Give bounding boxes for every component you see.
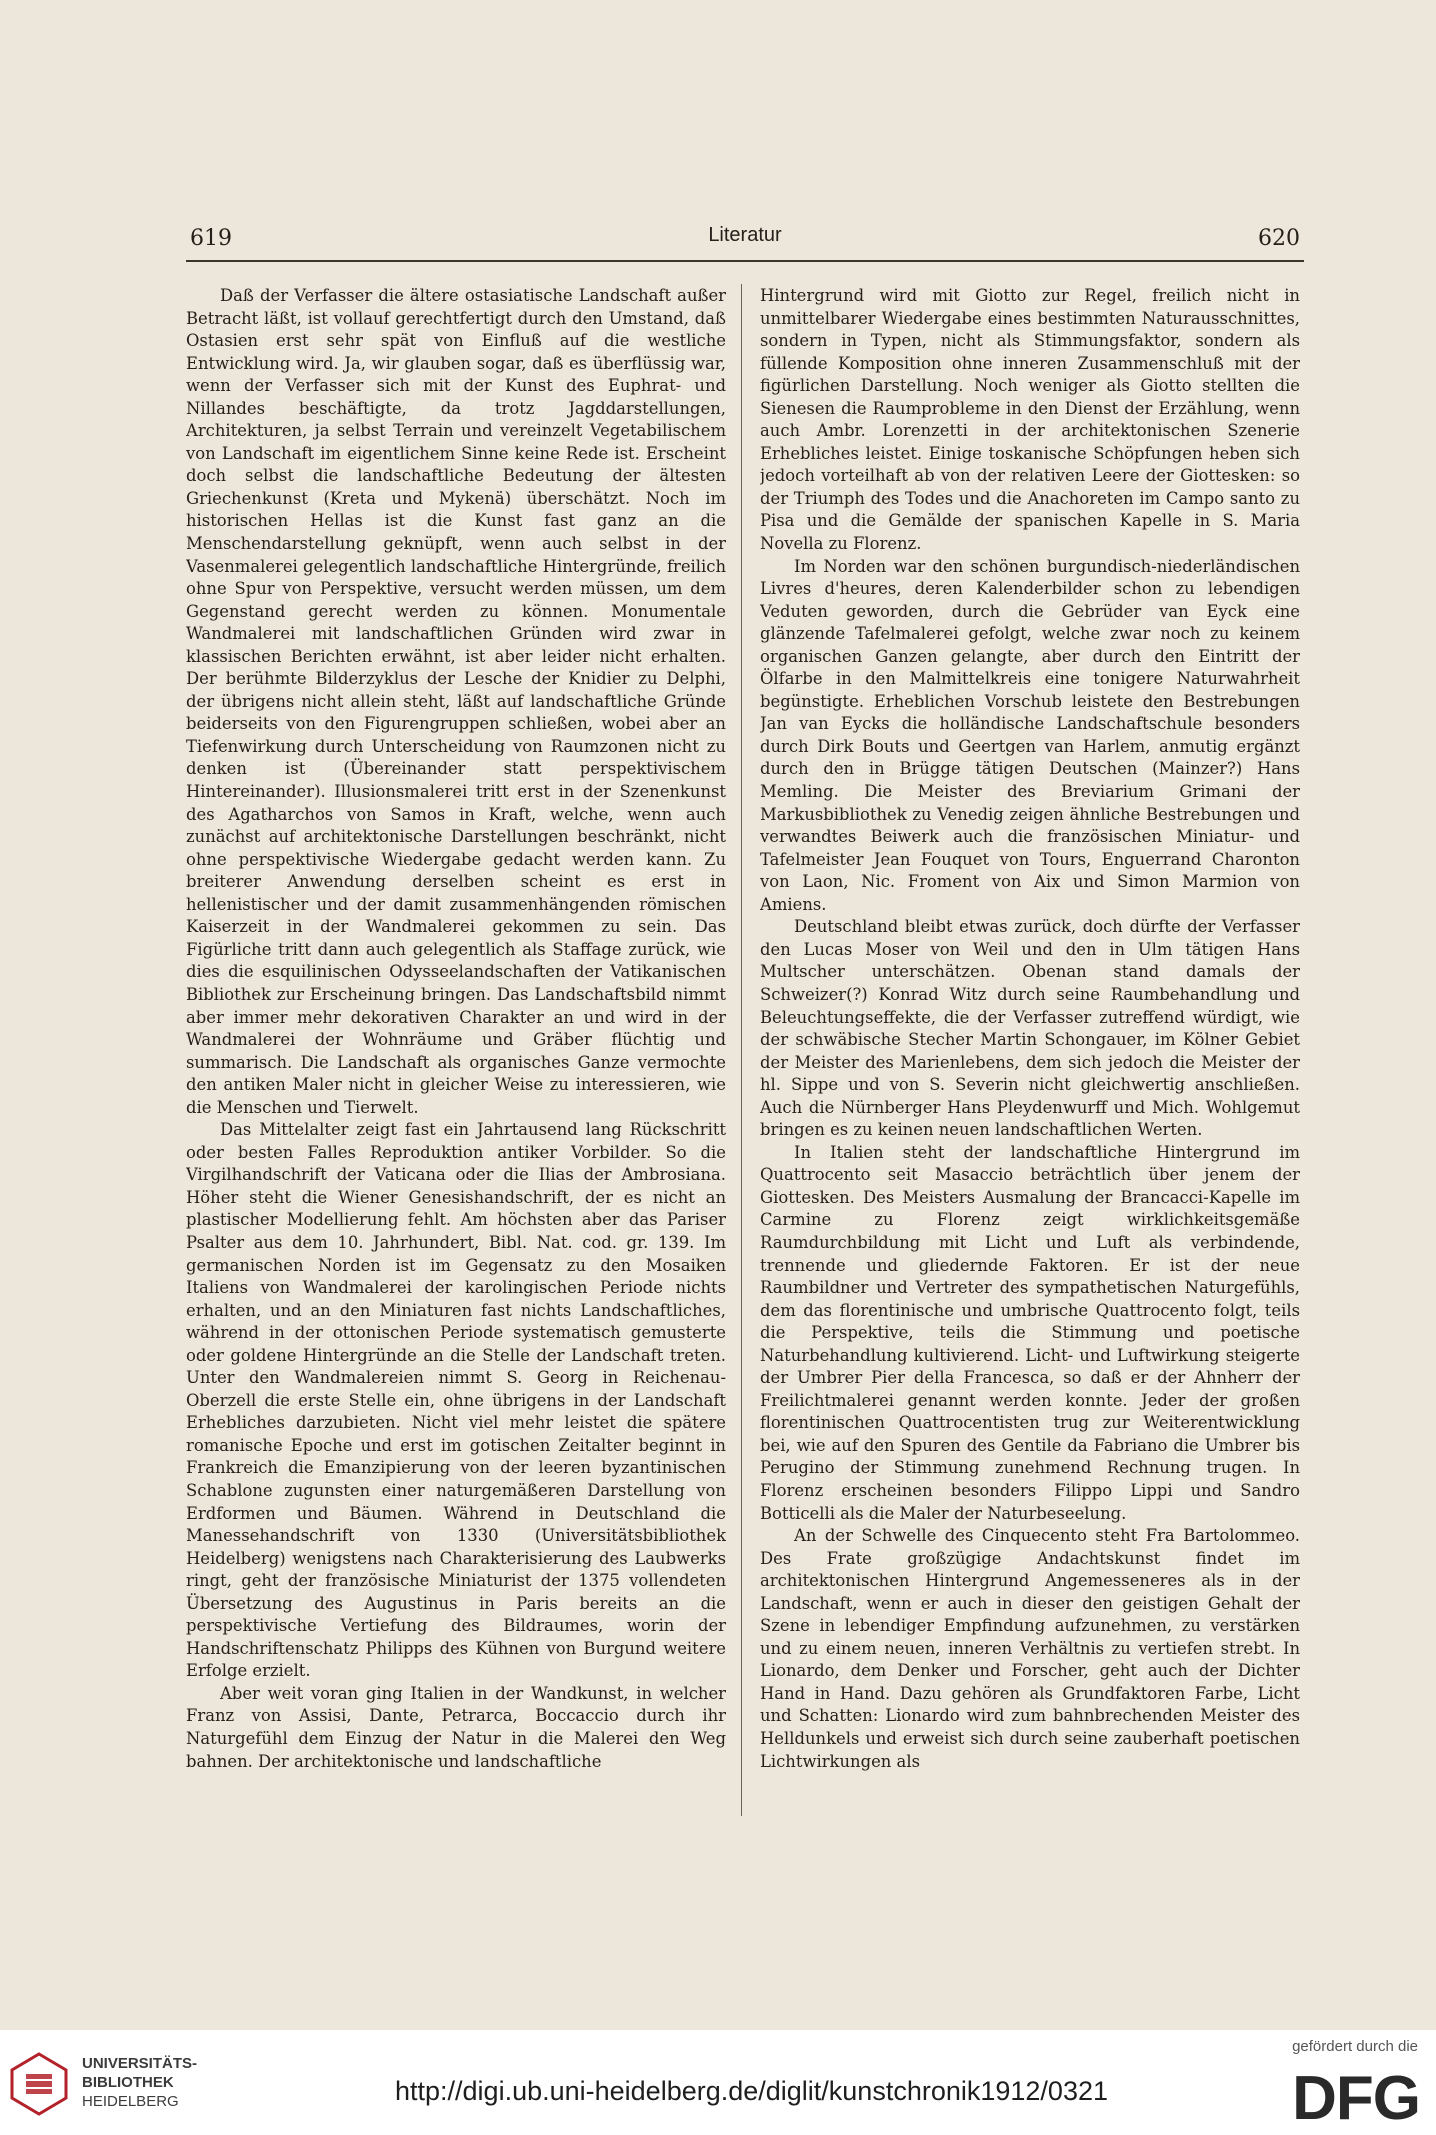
paragraph: In Italien steht der landschaftliche Hintergrund im Quattrocento seit Masaccio beträchtlich über jenem der Giottesken. Des Meisters Ausmalung der Brancacci-Kapelle im Carmine zu Florenz zeigt wirklichkeitsgemäße Raumdurchbildung mit Licht und Luft als verbindende, trennende und gliedernde Faktoren. Er ist der neue Raumbildner und Vertreter des sympathetischen Naturgefühls, dem das florentinische und umbrische Quattrocento folgt, teils die Perspektive, teils die Stimmung und poetische Naturbehandlung kultivierend. Licht- und Luftwirkung steigerte der Umbrer Pier della Francesca, so daß er der Ahnherr der Freilichtmalerei genannt werden konnte. Jeder der großen florentinischen Quattrocentisten trug zur Weiterentwicklung bei, wie auf den Spuren des Gentile da Fabriano die Umbrer bis Perugino der Stimmung zunehmend Rechnung trugen. In Florenz erscheinen besonders Filippo Lippi und Sandro Botticelli als die Maler der Naturbeseelung. <box>760 1142 1300 1523</box>
paragraph: Das Mittelalter zeigt fast ein Jahrtausend lang Rückschritt oder besten Falles Reproduktion antiker Vorbilder. So die Virgilhandschrift der Vaticana oder die Ilias der Ambrosiana. Höher steht die Wiener Genesishandschrift, der es nicht an plastischer Modellierung fehlt. Am höchsten aber das Pariser Psalter aus dem 10. Jahrhundert, Bibl. Nat. cod. gr. 139. Im germanischen Norden ist im Gegensatz zu den Mosaiken Italiens von Wandmalerei der karolingischen Periode nichts erhalten, und an den Miniaturen fast nichts Landschaftliches, während in der ottonischen Periode systematisch gemusterte oder goldene Hintergründe an die Stelle der Landschaft treten. Unter den Wandmalereien nimmt S. Georg in Reichenau-Oberzell die erste Stelle ein, ohne übrigens in der Landschaft Erhebliches darzubieten. Nicht viel mehr leistet die spätere romanische Epoche und erst im gotischen Zeitalter beginnt in Frankreich die Emanzipierung von der leeren byzantinischen Schablone zugunsten einer naturgemäßeren Darstellung von Erdformen und Bäumen. Während in Deutschland die Manessehandschrift von 1330 (Universitätsbibliothek Heidelberg) wenigstens nach Charakterisierung des Laubwerks ringt, geht der französische Miniaturist der 1375 vollendeten Übersetzung des Augustinus in Paris bereits an die perspektivische Vertiefung des Bildraumes, worin der Handschriftenschatz Philipps des Kühnen von Burgund weitere Erfolge erzielt. <box>186 1120 726 1681</box>
column-divider <box>741 284 742 1816</box>
university-name: UNIVERSITÄTS- BIBLIOTHEK HEIDELBERG <box>82 2055 198 2110</box>
permalink-url[interactable]: http://digi.ub.uni-heidelberg.de/diglit/kunstchronik1912/0321 <box>395 2076 1108 2106</box>
paragraph: Daß der Verfasser die ältere ostasiatische Landschaft außer Betracht läßt, ist vollauf gerechtfertigt durch den Umstand, daß Ostasien erst sehr spät von Einfluß auf die westliche Entwicklung wird. Ja, wir glauben sogar, daß es überflüssig war, wenn der Verfasser sich mit der Kunst des Euphrat- und Nillandes beschäftigte, da trotz Jagddarstellungen, Architekturen, ja selbst Terrain und vereinzelt Vegetabilischem von Landschaft im eigentlichem Sinne keine Rede ist. Erscheint doch selbst die landschaftliche Bedeutung der ältesten Griechenkunst (Kreta und Mykenä) überschätzt. Noch im historischen Hellas ist die Kunst fast ganz an die Menschendarstellung geknüpft, wenn auch selbst in der Vasenmalerei gelegentlich landschaftliche Hintergründe, freilich ohne Spur von Perspektive, versucht werden müssen, um dem Gegenstand gerecht werden zu können. Monumentale Wandmalerei mit landschaftlichen Gründen wird zwar in klassischen Berichten erwähnt, ist aber leider nicht erhalten. Der berühmte Bilderzyklus der Lesche der Knidier zu Delphi, der übrigens nicht allein steht, läßt auf landschaftliche Gründe beiderseits von den Figurengruppen schließen, wobei aber an Tiefenwirkung durch Unterscheidung von Raumzonen nicht zu denken ist (Übereinander statt perspektivischem Hintereinander). Illusionsmalerei tritt erst in der Szenenkunst des Agatharchos von Samos in Kraft, welche, wenn auch zunächst auf architektonische Darstellungen beschränkt, nicht ohne perspektivische Wiedergabe gedacht werden kann. Zu breiterer Anwendung derselben scheint es erst in hellenistischer und der damit zusammenhängenden römischen Kaiserzeit in der Wandmalerei gekommen zu sein. Das Figürliche tritt dann auch gelegentlich als Staffage zurück, wie dies die esquilinischen Odysseelandschaften der Vatikanischen Bibliothek zur Erscheinung bringen. Das Landschaftsbild nimmt aber immer mehr dekorativen Charakter an und wird in der Wandmalerei der Wohnräume und Gräber flüchtig und summarisch. Die Landschaft als organisches Ganze vermochte den antiken Maler nicht in gleicher Weise zu interessieren, wie die Menschen und Tierwelt. <box>186 286 726 1117</box>
running-title: Literatur <box>708 224 782 246</box>
funded-by-text: gefördert durch die <box>1292 2038 1418 2055</box>
paragraph: Aber weit voran ging Italien in der Wandkunst, in welcher Franz von Assisi, Dante, Petrarca, Boccaccio durch ihr Naturgefühl dem Einzug der Natur in die Malerei den Weg bahnen. Der architektonische und landschaftliche <box>186 1683 726 1771</box>
page-number-left: 619 <box>190 226 232 251</box>
footer-bar <box>0 2030 1436 2135</box>
paragraph: An der Schwelle des Cinquecento steht Fra Bartolommeo. Des Frate großzügige Andachtskunst findet im architektonischen Hintergrund Angemesseneres als in der Landschaft, wenn er auch in dieser den geistigen Gehalt der Szene in lebendiger Empfindung aufzunehmen, zu verstärken und zu einem neuen, inneren Verhältnis zu vertiefen strebt. In Lionardo, dem Denker und Forscher, geht auch der Dichter Hand in Hand. Dazu gehören als Grundfaktoren Farbe, Licht und Schatten: Lionardo wird zum bahnbrechenden Meister des Helldunkels und erweist sich durch seine zauberhaft poetischen Lichtwirkungen als <box>760 1526 1300 1771</box>
page-header <box>186 218 1304 264</box>
dfg-logo: DFG <box>1292 2064 1420 2133</box>
header-rule <box>186 260 1304 262</box>
page-number-right: 620 <box>1258 226 1300 251</box>
paragraph: Hintergrund wird mit Giotto zur Regel, freilich nicht in unmittelbarer Wiedergabe eines bestimmten Naturausschnittes, sondern in Typen, nicht als Stimmungsfaktor, sondern als füllende Komposition ohne inneren Zusammenschluß mit der figürlichen Darstellung. Noch weniger als Giotto stellten die Sienesen die Raumprobleme in den Dienst der Erzählung, wenn auch Ambr. Lorenzetti in der architektonischen Szenerie Erhebliches leistet. Einige toskanische Schöpfungen heben sich jedoch vorteilhaft ab von der relativen Leere der Giottesken: so der Triumph des Todes und die Anachoreten im Campo santo zu Pisa und die Gemälde der spanischen Kapelle in S. Maria Novella zu Florenz. <box>760 286 1300 554</box>
left-column <box>186 285 726 1815</box>
university-seal-icon <box>6 2050 72 2118</box>
right-column <box>760 285 1300 1815</box>
paragraph: Deutschland bleibt etwas zurück, doch dürfte der Verfasser den Lucas Moser von Weil und den in Ulm tätigen Hans Multscher unterschätzen. Obenan stand damals der Schweizer(?) Konrad Witz durch seine Raumbehandlung und Beleuchtungseffekte, die der Verfasser zutreffend würdigt, wie der schwäbische Stecher Martin Schongauer, im Kölner Gebiet der Meister des Marienlebens, dem sich jedoch die Meister der hl. Sippe und von S. Severin nicht gleichwertig anschließen. Auch die Nürnberger Hans Pleydenwurff und Mich. Wohlgemut bringen es zu keinen neuen landschaftlichen Werten. <box>760 917 1300 1140</box>
paragraph: Im Norden war den schönen burgundisch-niederländischen Livres d'heures, deren Kalenderbilder schon zu lebendigen Veduten geworden, durch die Gebrüder van Eyck eine glänzende Tafelmalerei gefolgt, welche zwar noch zu keinem organischen Ganzen gelangte, aber durch den Eintritt der Ölfarbe in den Malmittelkreis eine tonigere Naturwahrheit begünstigte. Erheblichen Vorschub leistete den Bestrebungen Jan van Eycks die holländische Landschaftschule besonders durch Dirk Bouts und Geertgen van Harlem, anmutig ergänzt durch den in Brügge tätigen Deutschen (Mainzer?) Hans Memling. Die Meister des Breviarium Grimani der Markusbibliothek zu Venedig zeigen ähnliche Bestrebungen und verwandtes Beiwerk auch die französischen Miniatur- und Tafelmeister Jean Fouquet von Tours, Enguerrand Charonton von Laon, Nic. Froment von Aix und Simon Marmion von Amiens. <box>760 556 1300 914</box>
